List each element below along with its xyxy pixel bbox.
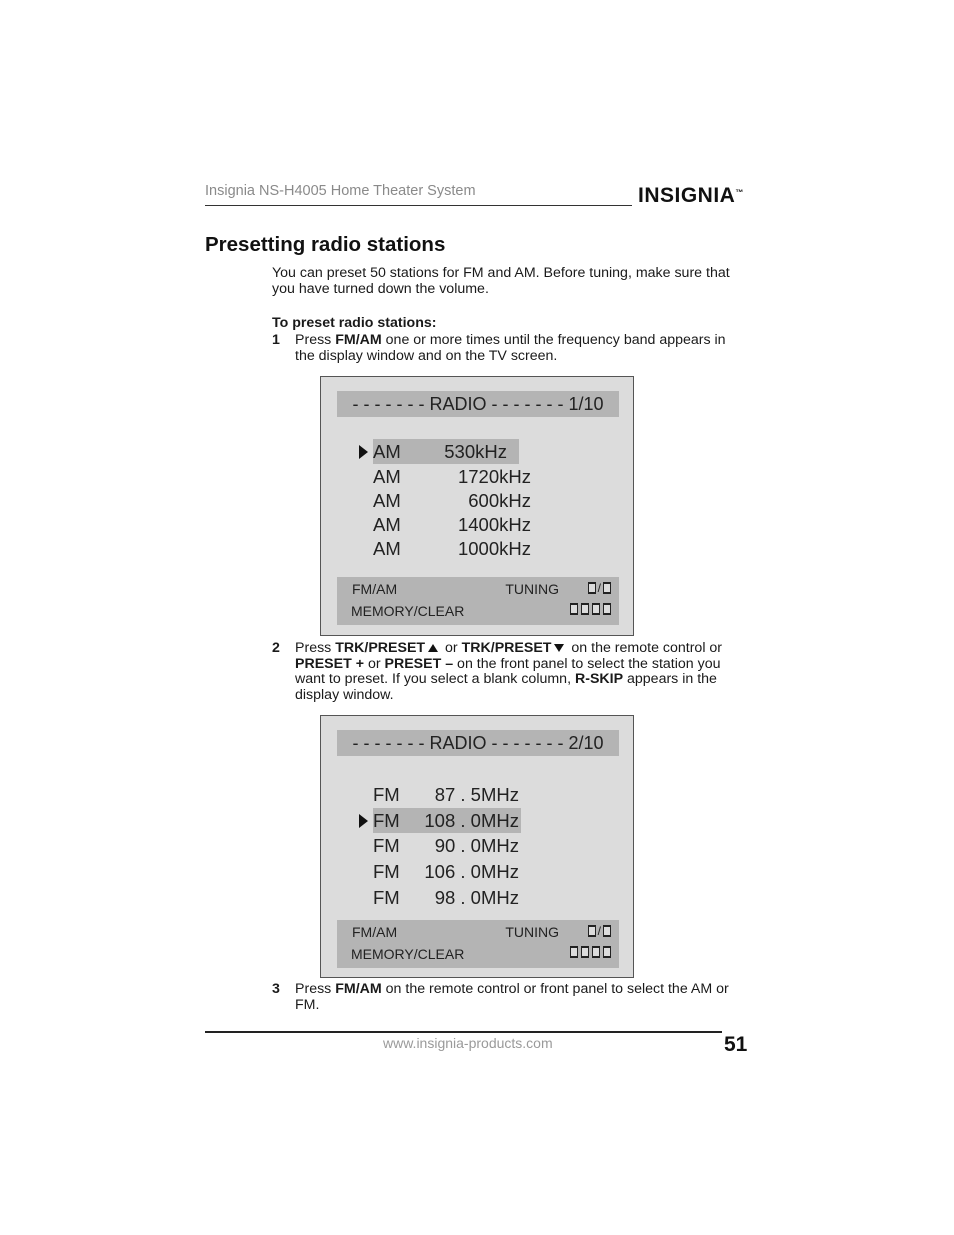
station-row: FM 106 . 0MHz — [373, 861, 519, 882]
memory-clear-label: MEMORY/CLEAR — [351, 603, 465, 619]
screen-header: - - - - - - - RADIO - - - - - - - 1/10 — [337, 391, 619, 417]
tuning-arrows-icon: / — [588, 924, 611, 938]
selection-pointer-icon — [359, 814, 368, 828]
down-arrow-icon — [554, 644, 564, 652]
station-row: AM 600kHz — [373, 490, 531, 511]
step-1: 1 Press FM/AM one or more times until the frequency band appears in the display window and on the TV screen. — [272, 332, 726, 364]
screen-footer — [337, 920, 619, 968]
tuning-label: TUNING — [505, 924, 559, 940]
navigation-arrows-icon — [570, 603, 611, 615]
step-2: 2 Press TRK/PRESET or TRK/PRESET on the remote control or PRESET + or PRESET – on the front panel to select the station you want to preset. If you select a blank column, R-SKIP appears in the display window. — [272, 640, 723, 703]
selection-pointer-icon — [359, 445, 368, 459]
footer-rule — [205, 1031, 722, 1033]
station-row: FM 108 . 0MHz — [373, 810, 519, 831]
footer-url: www.insignia-products.com — [383, 1035, 553, 1051]
section-heading: Presetting radio stations — [205, 233, 446, 256]
screen-header: - - - - - - - RADIO - - - - - - - 2/10 — [337, 730, 619, 756]
fm-am-label: FM/AM — [352, 581, 398, 597]
station-row: AM 1400kHz — [373, 514, 531, 535]
up-arrow-icon — [428, 644, 438, 652]
screen-footer — [337, 577, 619, 625]
tuning-label: TUNING — [505, 581, 559, 597]
fm-am-label: FM/AM — [352, 924, 398, 940]
step-number: 1 — [272, 332, 280, 348]
memory-clear-label: MEMORY/CLEAR — [351, 946, 465, 962]
insignia-logo: INSIGNIA™ — [638, 184, 744, 207]
station-row: AM 1000kHz — [373, 538, 531, 559]
step-number: 2 — [272, 640, 280, 656]
station-row: AM 1720kHz — [373, 466, 531, 487]
radio-screen-am — [320, 376, 634, 636]
running-header: Insignia NS-H4005 Home Theater System — [205, 183, 476, 199]
step-number: 3 — [272, 981, 280, 997]
step-3: 3 Press FM/AM on the remote control or front panel to select the AM or FM. — [272, 981, 729, 1013]
radio-screen-fm — [320, 715, 634, 978]
station-row: AM 530kHz — [373, 439, 519, 464]
procedure-subheading: To preset radio stations: — [272, 315, 437, 331]
station-row: FM 90 . 0MHz — [373, 835, 519, 856]
tuning-arrows-icon: / — [588, 581, 611, 595]
navigation-arrows-icon — [570, 946, 611, 958]
intro-paragraph: You can preset 50 stations for FM and AM. Before tuning, make sure that you have turned down the volume. — [272, 265, 730, 297]
page-number: 51 — [724, 1033, 748, 1056]
station-row: FM 98 . 0MHz — [373, 887, 519, 908]
station-row: FM 87 . 5MHz — [373, 784, 519, 805]
header-rule — [205, 205, 632, 206]
